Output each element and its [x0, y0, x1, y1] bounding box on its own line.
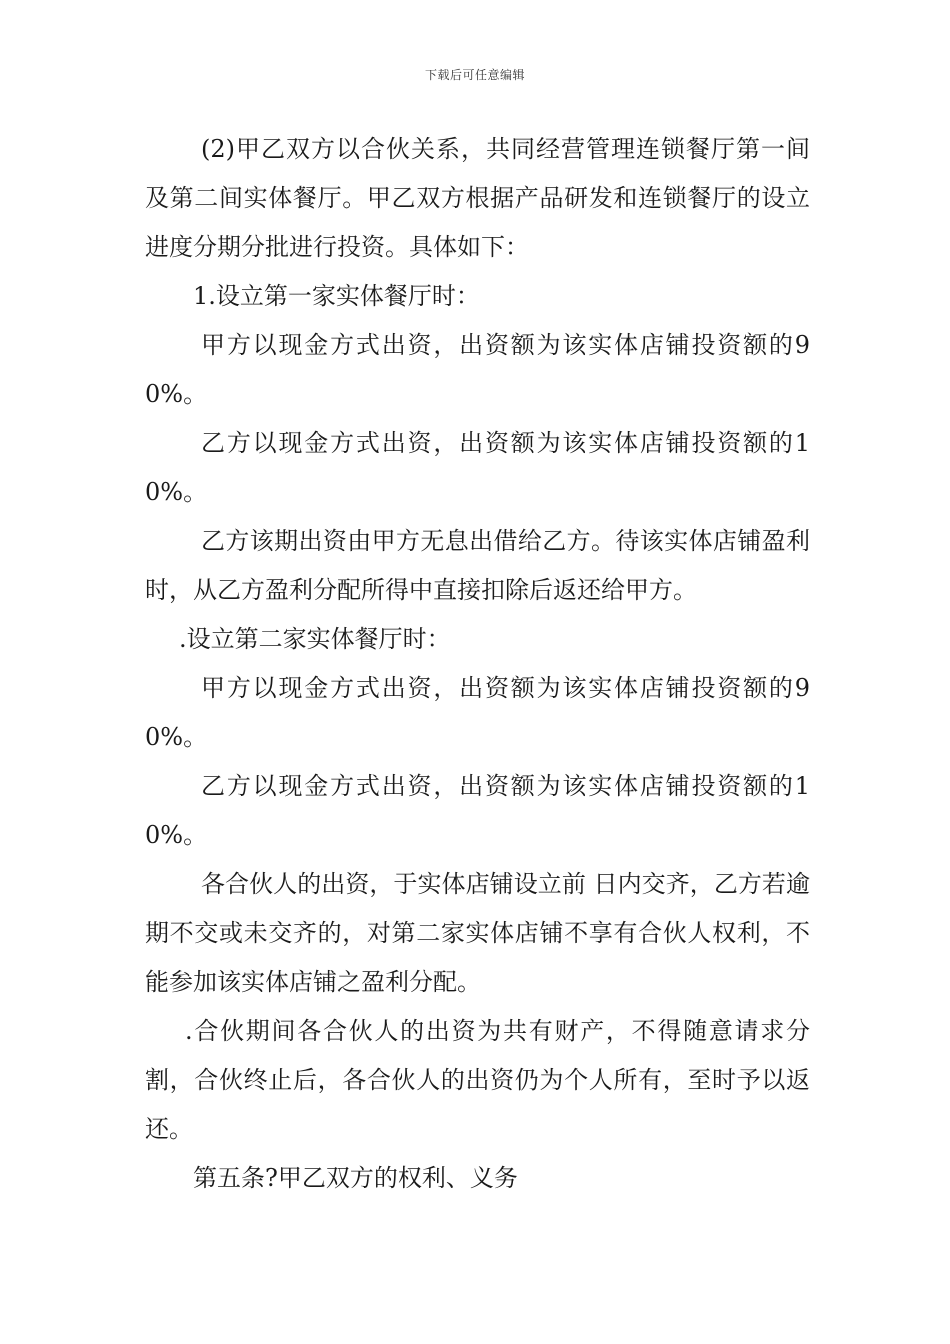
- paragraph-contribution-deadline: 各合伙人的出资，于实体店铺设立前 日内交齐，乙方若逾期不交或未交齐的，对第二家实体店铺不享有合伙人权利，不能参加该实体店铺之盈利分配。: [145, 870, 810, 996]
- document-body: [145, 125, 810, 1203]
- paragraph-party-a-first: 甲方以现金方式出资，出资额为该实体店铺投资额的90%。: [145, 331, 810, 408]
- paragraph-party-b-first: 乙方以现金方式出资，出资额为该实体店铺投资额的10%。: [145, 429, 810, 506]
- paragraph-common-property: .合伙期间各合伙人的出资为共有财产，不得随意请求分割，合伙终止后，各合伙人的出资仍为个人所有，至时予以返还。: [145, 1017, 810, 1143]
- paragraph-party-b-second: 乙方以现金方式出资，出资额为该实体店铺投资额的10%。: [145, 772, 810, 849]
- paragraph-investment-terms: (2)甲乙双方以合伙关系，共同经营管理连锁餐厅第一间及第二间实体餐厅。甲乙双方根据产品研发和连锁餐厅的设立进度分期分批进行投资。具体如下：: [145, 135, 810, 261]
- paragraph-loan-terms: 乙方该期出资由甲方无息出借给乙方。待该实体店铺盈利时，从乙方盈利分配所得中直接扣除后返还给甲方。: [145, 527, 810, 604]
- paragraph-party-a-second: 甲方以现金方式出资，出资额为该实体店铺投资额的90%。: [145, 674, 810, 751]
- paragraph-second-restaurant-heading: .设立第二家实体餐厅时：: [179, 625, 451, 653]
- paragraph-article-five-heading: 第五条?甲乙双方的权利、义务: [193, 1164, 518, 1192]
- paragraph-first-restaurant-heading: 1.设立第一家实体餐厅时：: [193, 282, 480, 310]
- page-header: 下载后可任意编辑: [424, 68, 525, 82]
